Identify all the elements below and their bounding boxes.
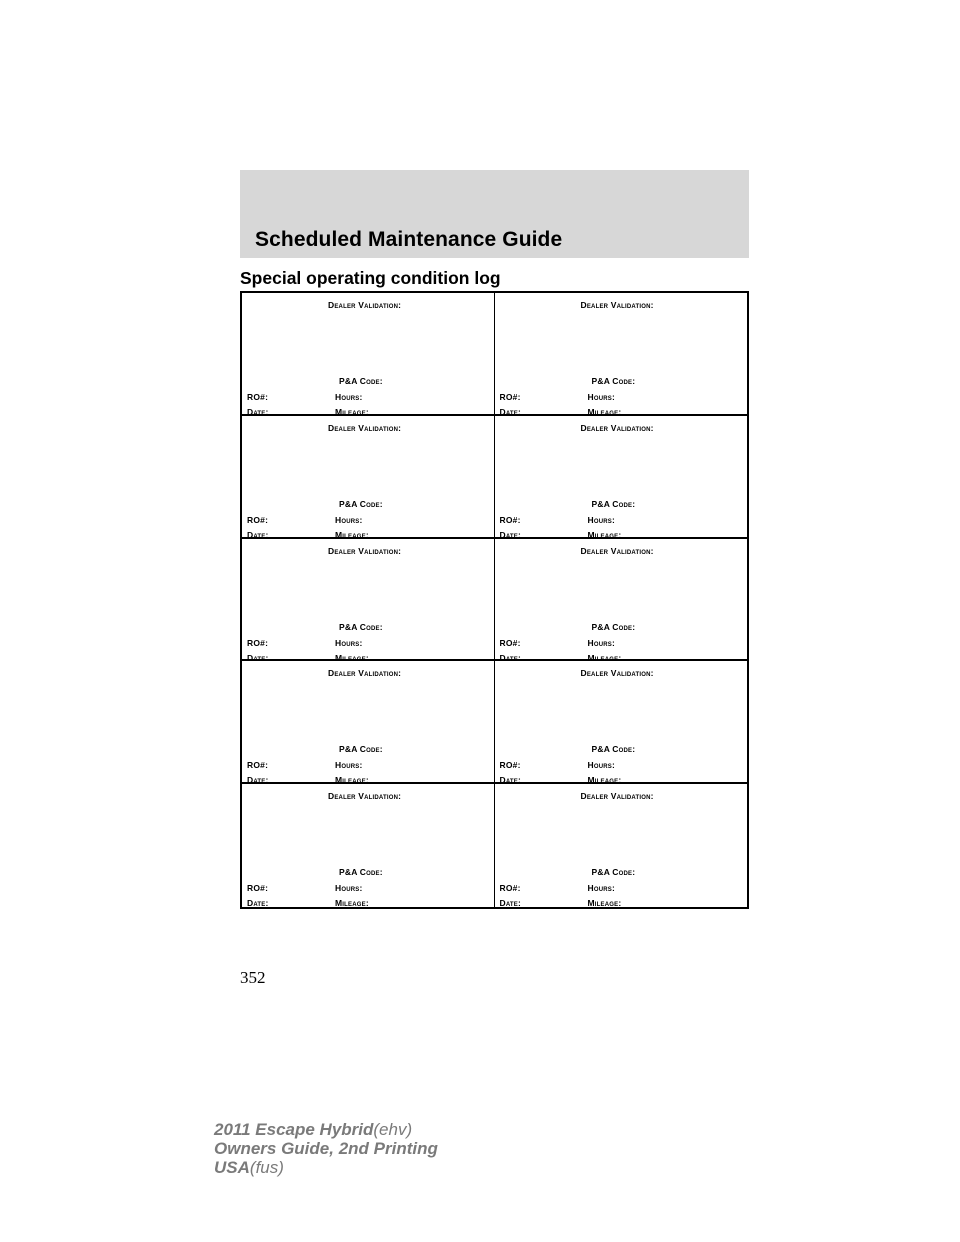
log-entry-cell [495,661,748,784]
ro-number-label: RO#: [499,883,521,894]
hours-label: Hours: [335,760,363,771]
footer-line-3 [214,1158,438,1177]
footer-model: 2011 Escape Hybrid [214,1120,374,1139]
mileage-label: Mileage: [335,652,369,663]
ro-number-label: RO#: [499,637,521,648]
pa-code-label: P&A Code: [591,744,636,755]
ro-number-label: RO#: [247,883,269,894]
ro-number-label: RO#: [247,760,269,771]
hours-label: Hours: [587,392,616,402]
log-table [240,291,749,909]
date-label: Date: [247,898,269,909]
header-band [240,170,749,258]
hours-label: Hours: [587,760,616,771]
mileage-label: Mileage: [335,407,369,417]
date-label: Date: [499,407,522,417]
pa-code-label: P&A Code: [591,621,636,632]
pa-code-label: P&A Code: [591,867,636,878]
footer-edition: Owners Guide, 2nd Printing [214,1139,438,1158]
pa-code-label: P&A Code: [339,376,383,386]
hours-label: Hours: [335,883,363,894]
dealer-validation-label: Dealer Validation: [580,545,654,556]
log-entry-cell [242,416,495,539]
date-label: Date: [499,652,522,663]
hours-label: Hours: [335,637,363,648]
log-entry-cell [242,539,495,662]
footer-market: USA [214,1158,250,1177]
ro-number-label: RO#: [247,514,269,525]
hours-label: Hours: [587,514,616,525]
hours-label: Hours: [587,883,616,894]
ro-number-label: RO#: [247,637,269,648]
mileage-label: Mileage: [587,898,622,909]
date-label: Date: [247,407,269,417]
log-entry-cell [495,539,748,662]
ro-number-label: RO#: [499,514,521,525]
hours-label: Hours: [587,637,616,648]
dealer-validation-label: Dealer Validation: [328,300,402,310]
dealer-validation-label: Dealer Validation: [580,300,654,310]
mileage-label: Mileage: [587,529,622,540]
log-entry-cell [242,293,495,416]
ro-number-label: RO#: [499,760,521,771]
header-title: Scheduled Maintenance Guide [255,228,563,251]
dealer-validation-label: Dealer Validation: [580,791,654,802]
date-label: Date: [499,775,522,786]
log-entry-cell [495,416,748,539]
mileage-label: Mileage: [335,898,369,909]
dealer-validation-label: Dealer Validation: [328,791,402,802]
footer-line-2 [214,1139,438,1158]
footer-line-1 [214,1120,438,1139]
dealer-validation-label: Dealer Validation: [328,545,402,556]
dealer-validation-label: Dealer Validation: [328,422,402,433]
footer [214,1120,438,1177]
ro-number-label: RO#: [247,392,269,402]
date-label: Date: [247,652,269,663]
pa-code-label: P&A Code: [339,867,383,878]
mileage-label: Mileage: [335,529,369,540]
page-number: 352 [240,968,266,987]
dealer-validation-label: Dealer Validation: [580,668,654,679]
log-entry-cell [495,784,748,907]
ro-number-label: RO#: [499,392,521,402]
pa-code-label: P&A Code: [591,376,636,386]
date-label: Date: [499,898,522,909]
log-entry-cell [242,784,495,907]
mileage-label: Mileage: [587,652,622,663]
footer-market-code: (fus) [249,1158,284,1177]
pa-code-label: P&A Code: [591,498,636,509]
pa-code-label: P&A Code: [339,621,383,632]
pa-code-label: P&A Code: [339,744,383,755]
mileage-label: Mileage: [335,775,369,786]
date-label: Date: [499,529,522,540]
dealer-validation-label: Dealer Validation: [328,668,402,679]
log-entry-cell [495,293,748,416]
hours-label: Hours: [335,392,363,402]
date-label: Date: [247,529,269,540]
log-entry-cell [242,661,495,784]
mileage-label: Mileage: [587,407,622,417]
mileage-label: Mileage: [587,775,622,786]
pa-code-label: P&A Code: [339,498,383,509]
date-label: Date: [247,775,269,786]
dealer-validation-label: Dealer Validation: [580,422,654,433]
hours-label: Hours: [335,514,363,525]
footer-model-code: (ehv) [373,1120,413,1139]
section-title: Special operating condition log [240,268,501,288]
